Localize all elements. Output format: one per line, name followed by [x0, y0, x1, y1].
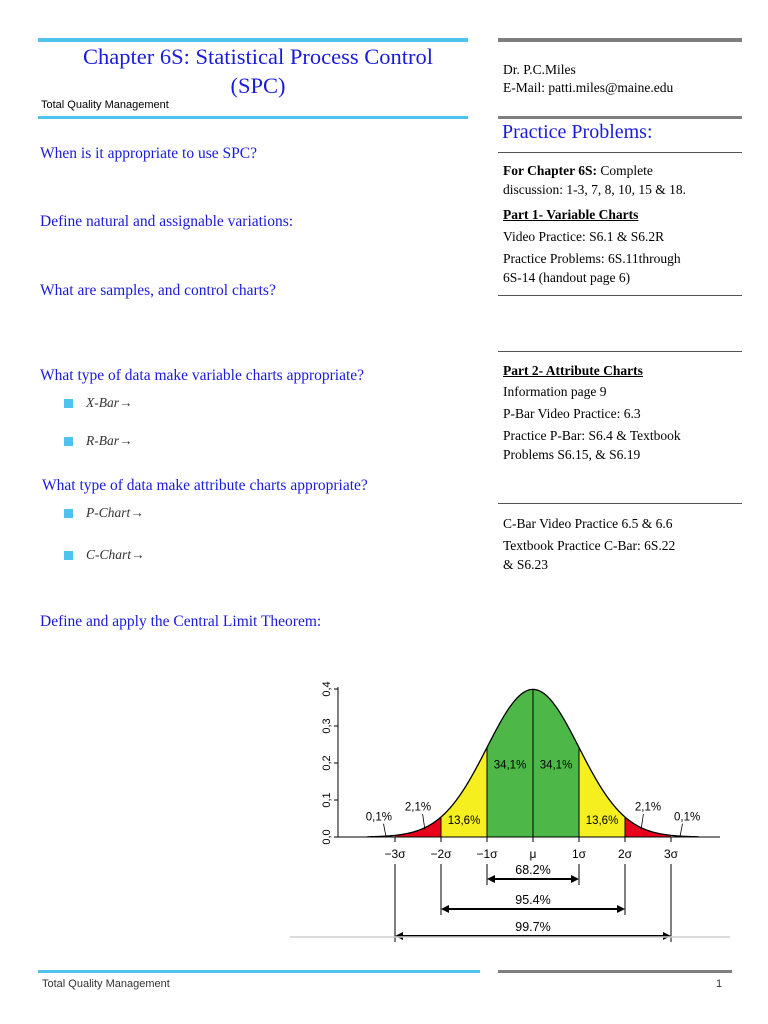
span-arrowhead-right-1 [617, 905, 625, 913]
region-label-7: 0,1% [673, 811, 701, 824]
span-arrowhead-right-0 [571, 875, 579, 883]
callout-line-0 [384, 824, 386, 836]
practice-chapter-text: Complete [597, 163, 653, 178]
y-tick-label-4: 0,4 [321, 681, 333, 697]
question-variable-charts: What type of data make variable charts appropriate? [40, 367, 365, 384]
header-bottom-rule-gray [498, 116, 742, 119]
practice-chapter-block [503, 161, 731, 199]
span-arrowhead-left-1 [441, 905, 449, 913]
region-label-4: 34,1% [539, 759, 573, 772]
x-tick-label-0: −3σ [384, 847, 406, 861]
x-tick-label-5: 2σ [617, 847, 633, 861]
author-name: Dr. P.C.Miles [503, 62, 576, 77]
x-tick-label-1: −2σ [430, 847, 452, 861]
part2-line4: Problems S6.15, & S6.19 [503, 447, 641, 462]
footer-rule-gray [498, 970, 732, 973]
callout-line-7 [680, 824, 682, 836]
question-samples: What are samples, and control charts? [40, 282, 276, 299]
part2-line1: Information page 9 [503, 384, 607, 399]
bullet-marker [64, 399, 73, 408]
span-arrowhead-left-0 [487, 875, 495, 883]
bullet-p-chart: P-Chart→ [86, 505, 144, 520]
region-label-1: 2,1% [404, 801, 432, 814]
practice-part3 [503, 514, 731, 574]
normal-distribution-chart [290, 665, 740, 945]
practice-part2 [503, 361, 731, 464]
part1-line1: Video Practice: S6.1 & S6.2R [503, 229, 665, 244]
header-bottom-rule-blue [38, 116, 468, 119]
question-attribute-charts: What type of data make attribute charts appropriate? [42, 477, 368, 494]
footer-rule-blue [38, 970, 480, 973]
span-label-1: 95.4% [515, 893, 551, 907]
span-arrowhead-right-2 [663, 932, 671, 940]
question-spc-use: When is it appropriate to use SPC? [40, 145, 257, 162]
y-tick-label-1: 0,1 [321, 792, 333, 808]
bullet-c-chart: C-Chart→ [86, 547, 145, 562]
footer-left-text: Total Quality Management [42, 978, 170, 990]
part1-heading: Part 1- Variable Charts [503, 207, 639, 222]
region-label-6: 2,1% [634, 801, 662, 814]
author-email: E-Mail: patti.miles@maine.edu [503, 80, 674, 95]
practice-divider [498, 351, 742, 352]
part3-line3: & S6.23 [503, 557, 549, 572]
part2-line3: Practice P-Bar: S6.4 & Textbook [503, 428, 681, 443]
bullet-x-bar: X-Bar→ [86, 395, 133, 410]
callout-line-6 [641, 814, 643, 830]
x-tick-label-4: 1σ [571, 847, 587, 861]
page-title-line1: Chapter 6S: Statistical Process Control [83, 44, 433, 69]
practice-divider [498, 295, 742, 296]
practice-chapter-label: For Chapter 6S: [503, 163, 597, 178]
question-central-limit: Define and apply the Central Limit Theorem: [40, 613, 322, 630]
page-title [40, 42, 476, 100]
region-label-5: 13,6% [585, 815, 619, 828]
x-tick-label-2: −1σ [476, 847, 498, 861]
practice-divider [498, 503, 742, 504]
practice-heading: Practice Problems: [502, 121, 653, 143]
header-top-rule-gray [498, 38, 742, 42]
region-label-2: 13,6% [447, 815, 481, 828]
region-label-0: 0,1% [365, 811, 393, 824]
page-title-line2: (SPC) [230, 73, 286, 98]
practice-chapter-text-2: discussion: 1-3, 7, 8, 10, 15 & 18. [503, 182, 687, 197]
part2-heading: Part 2- Attribute Charts [503, 363, 643, 378]
bullet-marker [64, 437, 73, 446]
y-tick-label-2: 0,2 [321, 755, 333, 771]
part1-line2: Practice Problems: 6S.11through [503, 251, 681, 266]
practice-divider [498, 152, 742, 153]
part3-line1: C-Bar Video Practice 6.5 & 6.6 [503, 516, 673, 531]
span-label-2: 99.7% [515, 920, 551, 934]
callout-line-1 [423, 814, 425, 830]
part2-line2: P-Bar Video Practice: 6.3 [503, 406, 641, 421]
page-number: 1 [716, 978, 723, 990]
part1-line3: 6S-14 (handout page 6) [503, 270, 631, 285]
bullet-marker [64, 509, 73, 518]
region-label-3: 34,1% [493, 759, 527, 772]
header-subtitle: Total Quality Management [41, 99, 169, 111]
y-tick-label-0: 0,0 [321, 829, 333, 845]
bullet-r-bar: R-Bar→ [86, 433, 133, 448]
question-variations: Define natural and assignable variations: [40, 213, 294, 230]
y-tick-label-3: 0,3 [321, 718, 333, 734]
practice-part1 [503, 205, 731, 287]
x-tick-label-6: 3σ [663, 847, 679, 861]
span-label-0: 68.2% [515, 863, 551, 877]
part3-line2: Textbook Practice C-Bar: 6S.22 [503, 538, 676, 553]
bullet-marker [64, 551, 73, 560]
x-tick-label-3: μ [529, 847, 537, 861]
span-arrowhead-left-2 [395, 932, 403, 940]
